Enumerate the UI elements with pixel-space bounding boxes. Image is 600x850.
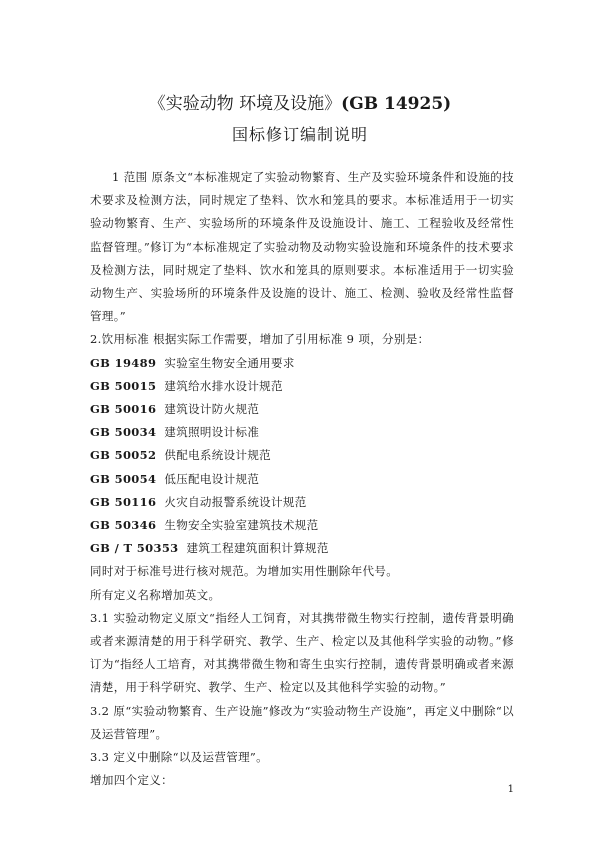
section-3-2-definition: 3.2 原“实验动物繁育、生产设施”修改为“实验动物生产设施”，再定义中删除“以及运营管理”。: [90, 703, 514, 741]
reference-item: [90, 537, 514, 560]
reference-item: [90, 352, 514, 375]
normative-reference-list: [90, 352, 514, 561]
section-added-definitions: 增加四个定义：: [90, 773, 173, 788]
reference-code: GB 50034: [90, 425, 157, 440]
title-standard-code: (GB 14925): [341, 94, 452, 114]
document-title: [0, 92, 600, 116]
reference-item: [90, 421, 514, 444]
title-name: 《实验动物 环境及设施》: [148, 94, 342, 114]
reference-name: 供配电系统设计规范: [164, 448, 272, 463]
reference-code: GB 19489: [90, 355, 157, 370]
reference-item: [90, 468, 514, 491]
reference-code: GB 50116: [90, 494, 157, 509]
reference-name: 生物安全实验室建筑技术规范: [164, 518, 319, 533]
reference-name: 建筑给水排水设计规范: [164, 378, 283, 393]
reference-code: GB 50015: [90, 378, 157, 393]
reference-name: 低压配电设计规范: [164, 471, 260, 486]
section-1-scope: 1 范围 原条文“本标准规定了实验动物繁育、生产及实验环境条件和设施的技术要求及检测方法，同时规定了垫料、饮水和笼具的要求。本标准适用于一切实验动物繁育、生产、实验场所的环境条件及设施设计、施工、工程验收及经常性监督管理。”修订为“本标准规定了实验动物及动物实验设施和环境条件的技术要求及检测方法，同时规定了垫料、饮水和笼具的原则要求。本标准适用于一切实验动物生产、实验场所的环境条件及设施的设计、施工、检测、验收及经常性监督管理。”: [90, 170, 514, 324]
section-3-3-definition: 3.3 定义中删除“以及运营管理”。: [90, 750, 269, 765]
section-2-intro: 2.饮用标准 根据实际工作需要，增加了引用标准 9 项，分别是：: [90, 332, 430, 347]
page-number: 1: [507, 784, 514, 795]
reference-item: [90, 444, 514, 467]
section-2-note-year: 同时对于标准号进行核对规范。为增加实用性删除年代号。: [90, 564, 399, 579]
reference-name: 火灾自动报警系统设计规范: [164, 494, 307, 509]
section-2-note-english: 所有定义名称增加英文。: [90, 587, 221, 602]
section-3-1-definition: 3.1 实验动物定义原文“指经人工饲育，对其携带微生物实行控制，遗传背景明确或者来源清楚的用于科学研究、教学、生产、检定以及其他科学实验的动物。”修订为“指经人工培育，对其携带微生物和寄生虫实行控制，遗传背景明确或者来源清楚，用于科学研究、教学、生产、检定以及其他科学实验的动物。”: [90, 610, 514, 695]
reference-item: [90, 491, 514, 514]
document-body: [90, 166, 514, 792]
reference-code: GB 50346: [90, 518, 157, 533]
reference-code: GB / T 50353: [90, 541, 179, 556]
reference-name: 建筑照明设计标准: [164, 425, 260, 440]
reference-item: [90, 398, 514, 421]
reference-name: 建筑设计防火规范: [164, 402, 260, 417]
reference-item: [90, 375, 514, 398]
reference-code: GB 50054: [90, 471, 157, 486]
reference-name: 建筑工程建筑面积计算规范: [186, 541, 329, 556]
reference-name: 实验室生物安全通用要求: [164, 355, 295, 370]
reference-item: [90, 514, 514, 537]
reference-code: GB 50052: [90, 448, 157, 463]
reference-code: GB 50016: [90, 402, 157, 417]
document-subtitle: 国标修订编制说明: [231, 125, 368, 144]
